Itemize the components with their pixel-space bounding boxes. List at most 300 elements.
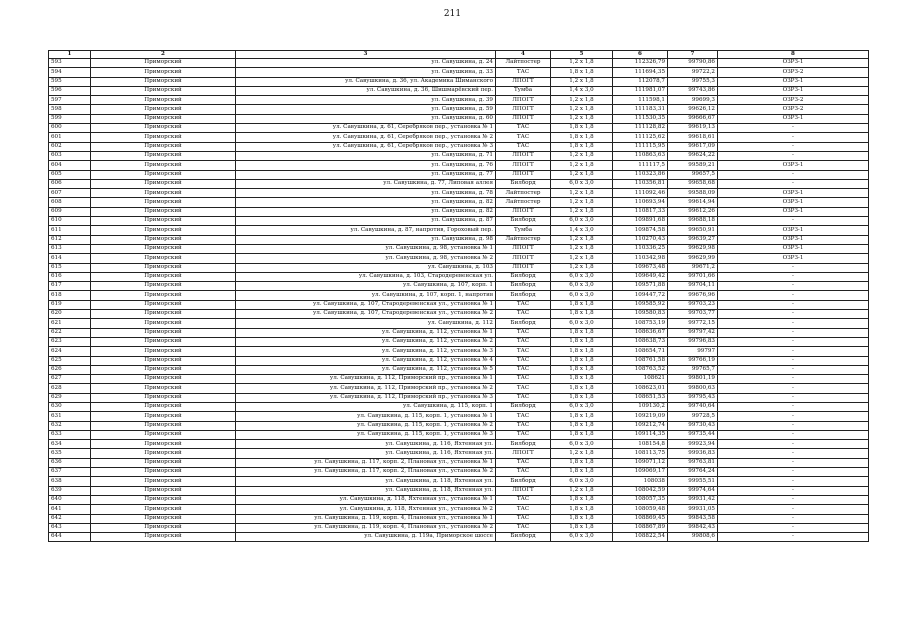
address-cell: ул. Савушкина, д. 118, Яхтенная ул., установка № 1	[236, 495, 496, 504]
column-header: 6	[613, 51, 668, 59]
district-cell: Приморский	[91, 189, 236, 198]
zone-cell: ОЗРЗ-1	[718, 86, 869, 95]
table-row	[49, 198, 869, 207]
table-row	[49, 458, 869, 467]
table-row	[49, 170, 869, 179]
row-number-cell: 628	[49, 384, 91, 393]
structure-type-cell: Лайтпостер	[496, 198, 551, 207]
coord-y-cell: 99797,42	[668, 328, 718, 337]
row-number-cell: 599	[49, 114, 91, 123]
row-number-cell: 633	[49, 430, 91, 439]
table-row	[49, 291, 869, 300]
table-row	[49, 217, 869, 226]
row-number-cell: 606	[49, 179, 91, 188]
district-cell: Приморский	[91, 440, 236, 449]
coord-y-cell: 99650,91	[668, 226, 718, 235]
coord-x-cell: 109069,17	[613, 468, 668, 477]
table-row	[49, 337, 869, 346]
coord-x-cell: 108113,75	[613, 449, 668, 458]
district-cell: Приморский	[91, 179, 236, 188]
dimensions-cell: 1,8 x 1,8	[551, 514, 613, 523]
coord-y-cell: 99626,12	[668, 105, 718, 114]
row-number-cell: 627	[49, 375, 91, 384]
structure-type-cell: Лайтпостер	[496, 59, 551, 68]
coord-x-cell: 108822,54	[613, 533, 668, 542]
table-row	[49, 393, 869, 402]
district-cell: Приморский	[91, 347, 236, 356]
coord-x-cell: 108154,8	[613, 440, 668, 449]
address-cell: ул. Савушкина, д. 118, Яхтенная ул.	[236, 486, 496, 495]
coord-y-cell: 99730,43	[668, 421, 718, 430]
address-cell: ул. Савушкина, д. 77	[236, 170, 496, 179]
dimensions-cell: 1,2 x 1,8	[551, 151, 613, 160]
zone-cell: -	[718, 412, 869, 421]
structure-type-cell: ТАС	[496, 430, 551, 439]
address-cell: ул. Савушкина, д. 112, установка № 1	[236, 328, 496, 337]
coord-x-cell: 110342,98	[613, 254, 668, 263]
district-cell: Приморский	[91, 161, 236, 170]
zone-cell: -	[718, 477, 869, 486]
structure-type-cell: ТАС	[496, 393, 551, 402]
structure-type-cell: ТАС	[496, 124, 551, 133]
zone-cell: -	[718, 133, 869, 142]
coord-y-cell: 99666,67	[668, 114, 718, 123]
structure-type-cell: ТАС	[496, 365, 551, 374]
coord-x-cell: 109585,92	[613, 300, 668, 309]
row-number-cell: 618	[49, 291, 91, 300]
row-number-cell: 623	[49, 337, 91, 346]
district-cell: Приморский	[91, 319, 236, 328]
zone-cell: -	[718, 310, 869, 319]
coord-x-cell: 108654,71	[613, 347, 668, 356]
coord-y-cell: 99617,09	[668, 142, 718, 151]
table-row	[49, 300, 869, 309]
dimensions-cell: 1,8 x 1,8	[551, 328, 613, 337]
dimensions-cell: 1,8 x 1,8	[551, 347, 613, 356]
row-number-cell: 640	[49, 495, 91, 504]
coord-x-cell: 109130,2	[613, 402, 668, 411]
dimensions-cell: 1,8 x 1,8	[551, 300, 613, 309]
district-cell: Приморский	[91, 254, 236, 263]
zone-cell: ОЗРЗ-1	[718, 161, 869, 170]
dimensions-cell: 1,2 x 1,8	[551, 170, 613, 179]
table-row	[49, 59, 869, 68]
zone-cell: -	[718, 533, 869, 542]
district-cell: Приморский	[91, 337, 236, 346]
table-row	[49, 86, 869, 95]
structure-type-cell: ТАС	[496, 505, 551, 514]
table-row	[49, 244, 869, 253]
address-cell: ул. Савушкина, д. 87, напротив, Гороховый пер.	[236, 226, 496, 235]
structure-type-cell: Билборд	[496, 440, 551, 449]
coord-x-cell: 109874,58	[613, 226, 668, 235]
district-cell: Приморский	[91, 486, 236, 495]
structure-type-cell: ЛПОГТ	[496, 96, 551, 105]
address-cell: ул. Савушкина, д. 87	[236, 217, 496, 226]
district-cell: Приморский	[91, 449, 236, 458]
zone-cell: ОЗРЗ-1	[718, 207, 869, 216]
coord-x-cell: 110693,94	[613, 198, 668, 207]
district-cell: Приморский	[91, 533, 236, 542]
dimensions-cell: 1,8 x 1,8	[551, 142, 613, 151]
dimensions-cell: 1,8 x 1,8	[551, 393, 613, 402]
district-cell: Приморский	[91, 114, 236, 123]
dimensions-cell: 1,2 x 1,8	[551, 244, 613, 253]
dimensions-cell: 1,2 x 1,8	[551, 77, 613, 86]
district-cell: Приморский	[91, 198, 236, 207]
coord-y-cell: 99765,7	[668, 365, 718, 374]
zone-cell: -	[718, 430, 869, 439]
structure-type-cell: ТАС	[496, 495, 551, 504]
district-cell: Приморский	[91, 151, 236, 160]
address-cell: ул. Савушкина, д. 77, Липовая аллея	[236, 179, 496, 188]
district-cell: Приморский	[91, 272, 236, 281]
zone-cell: -	[718, 263, 869, 272]
dimensions-cell: 1,8 x 1,8	[551, 68, 613, 77]
row-number-cell: 610	[49, 217, 91, 226]
coord-x-cell: 109114,35	[613, 430, 668, 439]
dimensions-cell: 1,8 x 1,8	[551, 468, 613, 477]
district-cell: Приморский	[91, 393, 236, 402]
dimensions-cell: 6,0 x 3,0	[551, 533, 613, 542]
coord-y-cell: 99588,09	[668, 189, 718, 198]
district-cell: Приморский	[91, 328, 236, 337]
address-cell: ул. Савушкина, д. 115, корп. 1, установка № 3	[236, 430, 496, 439]
coord-y-cell: 99703,23	[668, 300, 718, 309]
structure-type-cell: ЛПОГТ	[496, 170, 551, 179]
dimensions-cell: 1,8 x 1,8	[551, 495, 613, 504]
coord-x-cell: 111694,35	[613, 68, 668, 77]
address-cell: ул. Савушкина, д. 119, корп. 4, Плановая ул., установка № 1	[236, 514, 496, 523]
dimensions-cell: 6,0 x 3,0	[551, 272, 613, 281]
address-cell: ул. Савушкина, д. 107, корп. 1	[236, 282, 496, 291]
coord-y-cell: 99800,63	[668, 384, 718, 393]
district-cell: Приморский	[91, 68, 236, 77]
district-cell: Приморский	[91, 142, 236, 151]
coord-x-cell: 111115,95	[613, 142, 668, 151]
table-row	[49, 282, 869, 291]
coord-y-cell: 99612,26	[668, 207, 718, 216]
row-number-cell: 643	[49, 523, 91, 532]
dimensions-cell: 1,2 x 1,8	[551, 161, 613, 170]
dimensions-cell: 6,0 x 3,0	[551, 282, 613, 291]
table-row	[49, 505, 869, 514]
table-row	[49, 421, 869, 430]
coord-y-cell: 99790,86	[668, 59, 718, 68]
coord-x-cell: 109649,42	[613, 272, 668, 281]
data-table	[48, 50, 869, 542]
row-number-cell: 598	[49, 105, 91, 114]
coord-y-cell: 99766,19	[668, 356, 718, 365]
address-cell: ул. Савушкина, д. 112	[236, 319, 496, 328]
row-number-cell: 635	[49, 449, 91, 458]
dimensions-cell: 1,2 x 1,8	[551, 235, 613, 244]
coord-y-cell: 99639,27	[668, 235, 718, 244]
zone-cell: -	[718, 300, 869, 309]
table-row	[49, 356, 869, 365]
coord-x-cell: 111981,07	[613, 86, 668, 95]
district-cell: Приморский	[91, 217, 236, 226]
address-cell: ул. Савушкина, д. 118, Яхтенная ул., установка № 2	[236, 505, 496, 514]
table-row	[49, 347, 869, 356]
structure-type-cell: ТАС	[496, 375, 551, 384]
zone-cell: -	[718, 179, 869, 188]
district-cell: Приморский	[91, 495, 236, 504]
column-header: 3	[236, 51, 496, 59]
table-row	[49, 207, 869, 216]
zone-cell: -	[718, 468, 869, 477]
address-cell: ул. Савушкина, д. 61, Серебряков пер., установка № 2	[236, 133, 496, 142]
structure-type-cell: Билборд	[496, 272, 551, 281]
table-row	[49, 449, 869, 458]
structure-type-cell: ТАС	[496, 523, 551, 532]
address-cell: ул. Савушкина, д. 60	[236, 114, 496, 123]
zone-cell: -	[718, 505, 869, 514]
structure-type-cell: Тумба	[496, 226, 551, 235]
table-row	[49, 365, 869, 374]
dimensions-cell: 1,2 x 1,8	[551, 254, 613, 263]
structure-type-cell: Тумба	[496, 86, 551, 95]
row-number-cell: 616	[49, 272, 91, 281]
zone-cell: -	[718, 458, 869, 467]
table-row	[49, 468, 869, 477]
district-cell: Приморский	[91, 505, 236, 514]
coord-y-cell: 99618,61	[668, 133, 718, 142]
structure-type-cell: ТАС	[496, 142, 551, 151]
coord-y-cell: 99842,43	[668, 523, 718, 532]
coord-x-cell: 108869,45	[613, 514, 668, 523]
table-row	[49, 319, 869, 328]
coord-y-cell: 99740,64	[668, 402, 718, 411]
row-number-cell: 626	[49, 365, 91, 374]
coord-y-cell: 99614,94	[668, 198, 718, 207]
dimensions-cell: 1,4 x 3,0	[551, 86, 613, 95]
district-cell: Приморский	[91, 96, 236, 105]
row-number-cell: 637	[49, 468, 91, 477]
coord-x-cell: 108057,35	[613, 495, 668, 504]
dimensions-cell: 1,2 x 1,8	[551, 105, 613, 114]
zone-cell: -	[718, 486, 869, 495]
table-row	[49, 402, 869, 411]
dimensions-cell: 1,4 x 3,0	[551, 226, 613, 235]
zone-cell: ОЗРЗ-1	[718, 254, 869, 263]
coord-x-cell: 108763,52	[613, 365, 668, 374]
coord-x-cell: 110356,81	[613, 179, 668, 188]
coord-y-cell: 99735,44	[668, 430, 718, 439]
address-cell: ул. Савушкина, д. 103, Стародеревенская ул.	[236, 272, 496, 281]
district-cell: Приморский	[91, 226, 236, 235]
dimensions-cell: 6,0 x 3,0	[551, 179, 613, 188]
zone-cell: -	[718, 124, 869, 133]
coord-x-cell: 110323,86	[613, 170, 668, 179]
address-cell: ул. Савушкина, д. 112, установка № 4	[236, 356, 496, 365]
structure-type-cell: ТАС	[496, 458, 551, 467]
table-row	[49, 310, 869, 319]
table-row	[49, 328, 869, 337]
coord-y-cell: 99763,81	[668, 458, 718, 467]
coord-x-cell: 110336,25	[613, 244, 668, 253]
zone-cell: -	[718, 393, 869, 402]
coord-x-cell: 111125,62	[613, 133, 668, 142]
structure-type-cell: ЛПОГТ	[496, 244, 551, 253]
row-number-cell: 638	[49, 477, 91, 486]
district-cell: Приморский	[91, 458, 236, 467]
structure-type-cell: ТАС	[496, 347, 551, 356]
coord-x-cell: 108753,19	[613, 319, 668, 328]
zone-cell: -	[718, 328, 869, 337]
coord-x-cell: 108038	[613, 477, 668, 486]
structure-type-cell: ЛПОГТ	[496, 263, 551, 272]
district-cell: Приморский	[91, 207, 236, 216]
dimensions-cell: 1,2 x 1,8	[551, 486, 613, 495]
district-cell: Приморский	[91, 402, 236, 411]
zone-cell: ОЗРЗ-1	[718, 244, 869, 253]
table-row	[49, 272, 869, 281]
structure-type-cell: Лайтпостер	[496, 189, 551, 198]
zone-cell: ОЗРЗ-1	[718, 114, 869, 123]
coord-x-cell: 111530,35	[613, 114, 668, 123]
row-number-cell: 603	[49, 151, 91, 160]
coord-y-cell: 99629,98	[668, 244, 718, 253]
row-number-cell: 630	[49, 402, 91, 411]
zone-cell: -	[718, 347, 869, 356]
coord-x-cell: 109571,88	[613, 282, 668, 291]
address-cell: ул. Савушкина, д. 115, корп. 1, установка № 2	[236, 421, 496, 430]
structure-type-cell: ТАС	[496, 468, 551, 477]
district-cell: Приморский	[91, 133, 236, 142]
structure-type-cell: Билборд	[496, 533, 551, 542]
address-cell: ул. Савушкина, д. 118, Яхтенная ул.	[236, 477, 496, 486]
table-row	[49, 477, 869, 486]
coord-y-cell: 99699,3	[668, 96, 718, 105]
zone-cell: -	[718, 421, 869, 430]
address-cell: ул. Савушкина, д. 107, Стародеревенская ул., установка № 2	[236, 310, 496, 319]
address-cell: ул. Савушкина, д. 24	[236, 59, 496, 68]
coord-y-cell: 99795,43	[668, 393, 718, 402]
row-number-cell: 602	[49, 142, 91, 151]
row-number-cell: 641	[49, 505, 91, 514]
table-row	[49, 189, 869, 198]
zone-cell: -	[718, 151, 869, 160]
structure-type-cell: ТАС	[496, 412, 551, 421]
zone-cell: -	[718, 170, 869, 179]
district-cell: Приморский	[91, 384, 236, 393]
structure-type-cell: ТАС	[496, 356, 551, 365]
coord-y-cell: 99772,15	[668, 319, 718, 328]
coord-y-cell: 99923,94	[668, 440, 718, 449]
row-number-cell: 636	[49, 458, 91, 467]
address-cell: ул. Савушкина, д. 76	[236, 161, 496, 170]
table-row	[49, 412, 869, 421]
structure-type-cell: ТАС	[496, 328, 551, 337]
zone-cell: -	[718, 319, 869, 328]
coord-x-cell: 111128,82	[613, 124, 668, 133]
coord-x-cell: 111183,31	[613, 105, 668, 114]
coord-x-cell: 108867,89	[613, 523, 668, 532]
coord-x-cell: 109219,09	[613, 412, 668, 421]
coord-x-cell: 112078,7	[613, 77, 668, 86]
zone-cell: -	[718, 402, 869, 411]
district-cell: Приморский	[91, 310, 236, 319]
coord-y-cell: 99801,19	[668, 375, 718, 384]
coord-x-cell: 109447,72	[613, 291, 668, 300]
address-cell: ул. Савушкина, д. 98, установка № 2	[236, 254, 496, 263]
zone-cell: -	[718, 291, 869, 300]
zone-cell: -	[718, 440, 869, 449]
table-row	[49, 440, 869, 449]
dimensions-cell: 1,2 x 1,8	[551, 59, 613, 68]
row-number-cell: 615	[49, 263, 91, 272]
zone-cell: ОЗРЗ-1	[718, 59, 869, 68]
structure-type-cell: ЛПОГТ	[496, 486, 551, 495]
structure-type-cell: Билборд	[496, 282, 551, 291]
row-number-cell: 624	[49, 347, 91, 356]
structure-type-cell: Билборд	[496, 179, 551, 188]
coord-y-cell: 99658,68	[668, 179, 718, 188]
dimensions-cell: 1,2 x 1,8	[551, 449, 613, 458]
coord-x-cell: 108638,73	[613, 337, 668, 346]
district-cell: Приморский	[91, 356, 236, 365]
row-number-cell: 619	[49, 300, 91, 309]
structure-type-cell: ТАС	[496, 300, 551, 309]
district-cell: Приморский	[91, 124, 236, 133]
dimensions-cell: 1,8 x 1,8	[551, 421, 613, 430]
address-cell: ул. Савушкина, д. 117, корп. 2, Плановая ул., установка № 2	[236, 468, 496, 477]
coord-y-cell: 99704,11	[668, 282, 718, 291]
coord-y-cell: 99808,6	[668, 533, 718, 542]
dimensions-cell: 6,0 x 3,0	[551, 440, 613, 449]
address-cell: ул. Савушкина, д. 39	[236, 96, 496, 105]
row-number-cell: 644	[49, 533, 91, 542]
dimensions-cell: 1,2 x 1,8	[551, 96, 613, 105]
district-cell: Приморский	[91, 365, 236, 374]
table-row	[49, 254, 869, 263]
table-row	[49, 142, 869, 151]
structure-type-cell: Лайтпостер	[496, 235, 551, 244]
zone-cell: ОЗРЗ-1	[718, 189, 869, 198]
dimensions-cell: 1,8 x 1,8	[551, 375, 613, 384]
dimensions-cell: 1,8 x 1,8	[551, 430, 613, 439]
dimensions-cell: 6,0 x 3,0	[551, 291, 613, 300]
dimensions-cell: 1,8 x 1,8	[551, 124, 613, 133]
zone-cell: -	[718, 356, 869, 365]
coord-y-cell: 99703,77	[668, 310, 718, 319]
coord-x-cell: 108761,58	[613, 356, 668, 365]
dimensions-cell: 1,8 x 1,8	[551, 523, 613, 532]
address-cell: ул. Савушкина, д. 112, установка № 3	[236, 347, 496, 356]
district-cell: Приморский	[91, 291, 236, 300]
zone-cell: ОЗРЗ-2	[718, 96, 869, 105]
row-number-cell: 631	[49, 412, 91, 421]
row-number-cell: 622	[49, 328, 91, 337]
row-number-cell: 594	[49, 68, 91, 77]
structure-type-cell: ЛПОГТ	[496, 114, 551, 123]
address-cell: ул. Савушкина, д. 115, корп. 1	[236, 402, 496, 411]
structure-type-cell: ЛПОГТ	[496, 449, 551, 458]
dimensions-cell: 1,2 x 1,8	[551, 198, 613, 207]
structure-type-cell: ТАС	[496, 310, 551, 319]
row-number-cell: 596	[49, 86, 91, 95]
coord-x-cell: 109071,12	[613, 458, 668, 467]
district-cell: Приморский	[91, 375, 236, 384]
district-cell: Приморский	[91, 59, 236, 68]
address-cell: ул. Савушкина, д. 112, Приморский пр., установка № 2	[236, 384, 496, 393]
address-cell: ул. Савушкина, д. 116, Яхтенная ул.	[236, 449, 496, 458]
coord-x-cell: 109580,83	[613, 310, 668, 319]
address-cell: ул. Савушкина, д. 59	[236, 105, 496, 114]
structure-type-cell: ЛПОГТ	[496, 207, 551, 216]
address-cell: ул. Савушкина, д. 112, установка № 2	[236, 337, 496, 346]
